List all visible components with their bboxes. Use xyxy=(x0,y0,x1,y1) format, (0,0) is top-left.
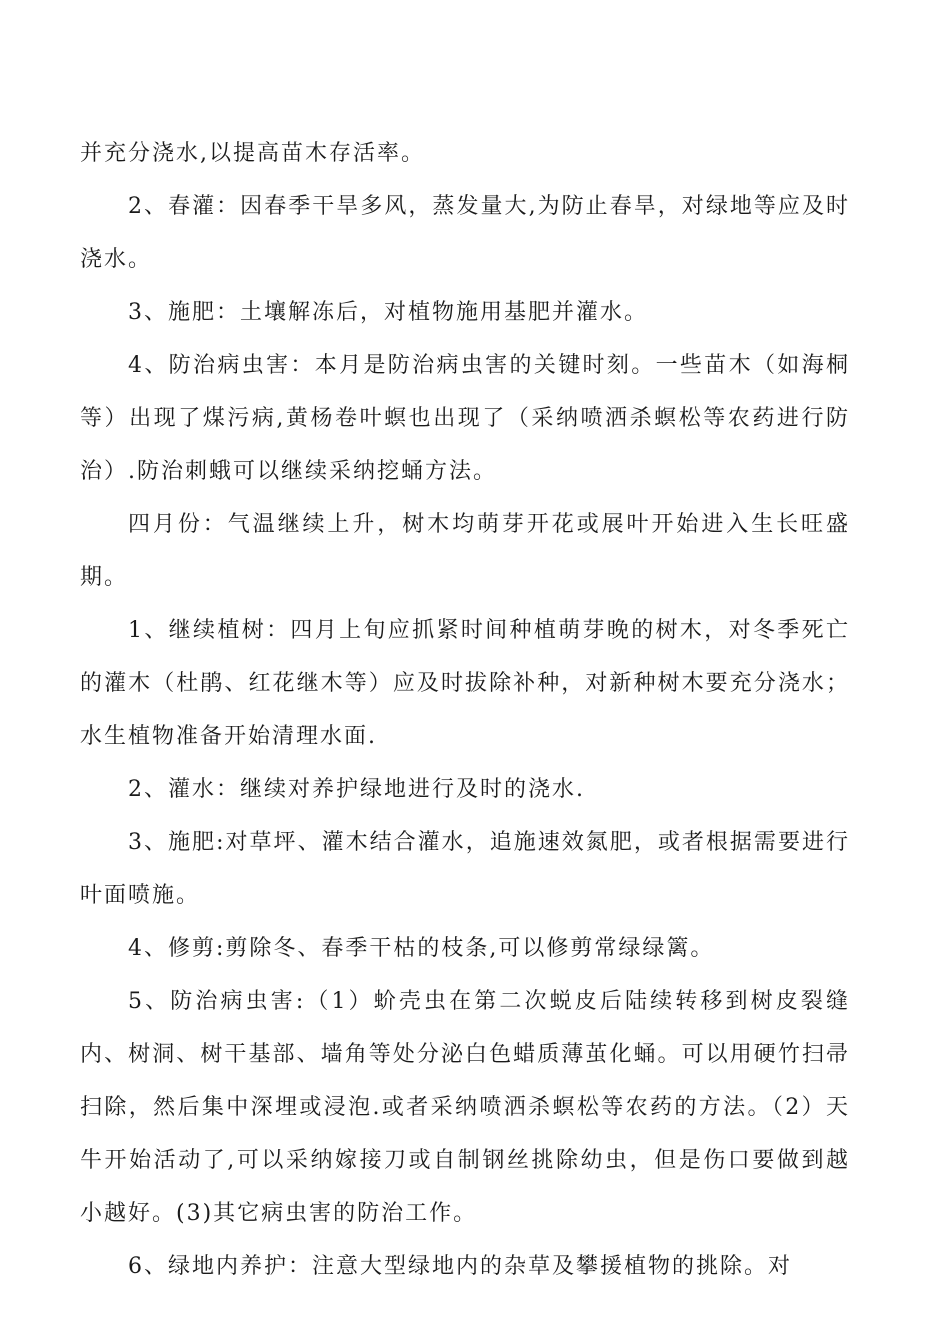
paragraph-pest-control: 4、防治病虫害：本月是防治病虫害的关键时刻。一些苗木（如海桐等）出现了煤污病,黄杨卷叶螟也出现了（采纳喷洒杀螟松等农药进行防治）.防治刺蛾可以继续采纳挖蛹方法。 xyxy=(80,353,850,484)
document-body xyxy=(80,127,850,1293)
paragraph-april-pruning: 4、修剪:剪除冬、春季干枯的枝条,可以修剪常绿绿篱。 xyxy=(128,936,715,961)
paragraph-april-fertilizing: 3、施肥:对草坪、灌木结合灌水，追施速效氮肥，或者根据需要进行叶面喷施。 xyxy=(80,830,850,908)
paragraph-april-maintenance: 6、绿地内养护：注意大型绿地内的杂草及攀援植物的挑除。对 xyxy=(128,1254,792,1279)
paragraph-april-watering: 2、灌水：继续对养护绿地进行及时的浇水. xyxy=(128,777,585,802)
paragraph-spring-irrigation: 2、春灌：因春季干旱多风，蒸发量大,为防止春旱，对绿地等应及时浇水。 xyxy=(80,194,850,272)
paragraph-fertilizing: 3、施肥：土壤解冻后，对植物施用基肥并灌水。 xyxy=(128,300,648,325)
paragraph-april-pest-control: 5、防治病虫害:（1）蚧壳虫在第二次蜕皮后陆续转移到树皮裂缝内、树洞、树干基部、墙角等处分泌白色蜡质薄茧化蛹。可以用硬竹扫帚扫除，然后集中深埋或浸泡.或者采纳喷洒杀螟松等农药的方法。（2）天牛开始活动了,可以采纳嫁接刀或自制钢丝挑除幼虫，但是伤口要做到越小越好。(3)其它病虫害的防治工作。 xyxy=(80,989,850,1226)
paragraph-april-heading: 四月份：气温继续上升，树木均萌芽开花或展叶开始进入生长旺盛期。 xyxy=(80,512,850,590)
paragraph-april-planting: 1、继续植树：四月上旬应抓紧时间种植萌芽晚的树木，对冬季死亡的灌木（杜鹃、红花继木等）应及时拔除补种，对新种树木要充分浇水；水生植物准备开始清理水面. xyxy=(80,618,850,749)
paragraph-continuation: 并充分浇水,以提高苗木存活率。 xyxy=(80,141,425,166)
